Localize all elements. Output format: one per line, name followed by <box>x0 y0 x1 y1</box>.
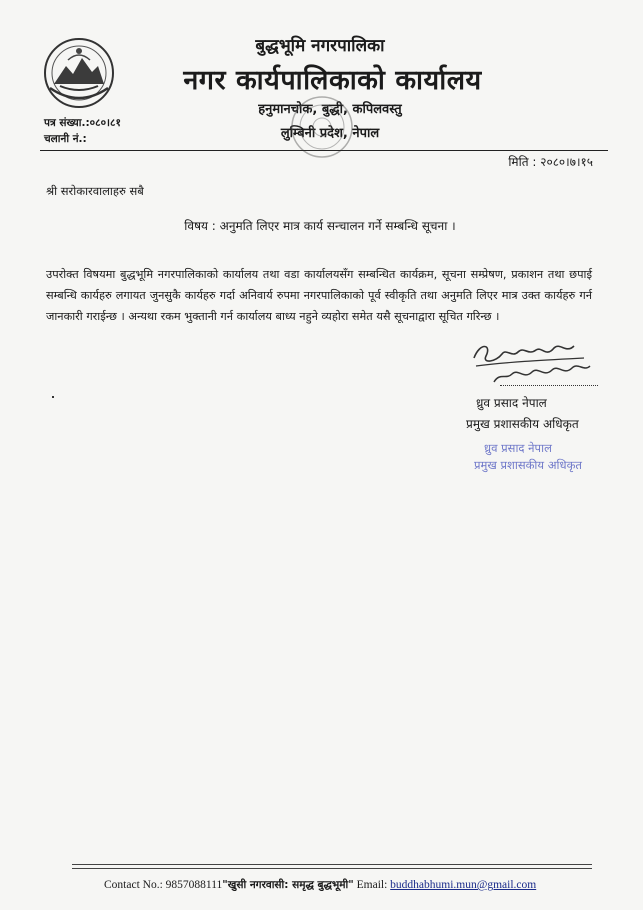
body-paragraph: उपरोक्त विषयमा बुद्धभूमि नगरपालिकाको कार्यालय तथा वडा कार्यालयसँग सम्बन्धित कार्यक्रम, सूचना सम्प्रेषण, प्रकाशन तथा छपाई सम्बन्धि कार्यहरु लगायत जुनसुकै कार्यहरु गर्दा अनिवार्य रुपमा नगरपालिकाको पूर्व स्वीकृति तथा अनुमति लिएर मात्र उक्त कार्यहरु गर्न जानकारी गराईन्छ । अन्यथा रकम भुक्तानी गर्न कार्यालय बाध्य नहुने व्यहोरा समेत यसै सूचनाद्वारा सूचित गरिन्छ । <box>46 268 592 323</box>
municipality-name: बुद्धभूमि नगरपालिका <box>255 36 385 56</box>
letter-date: मिति : २०८०।७।१५ <box>508 155 593 169</box>
scan-speck <box>52 396 54 398</box>
nepal-emblem-icon <box>40 36 118 110</box>
signature-line <box>500 385 598 386</box>
signatory-name: ध्रुव प्रसाद नेपाल <box>476 396 547 410</box>
subject-line: विषय : अनुमति लिएर मात्र कार्य सन्चालन गर्ने सम्बन्धि सूचना । <box>184 219 456 233</box>
footer-contact: Contact No.: 9857088111 <box>104 879 223 891</box>
office-stamp-icon <box>282 92 362 162</box>
footer <box>104 878 536 892</box>
recipient: श्री सरोकारवालाहरु सबै <box>46 184 144 198</box>
office-name: नगर कार्यपालिकाको कार्यालय <box>183 65 482 96</box>
footer-slogan: "खुसी नगरवासी: समृद्ध बुद्धभूमी" <box>222 879 354 891</box>
letter-number: पत्र संख्या.:०८०।८१ <box>44 117 121 129</box>
footer-divider-bottom <box>72 868 592 869</box>
signatory-title: प्रमुख प्रशासकीय अधिकृत <box>466 417 579 431</box>
footer-email-link[interactable]: buddhabhumi.mun@gmail.com <box>390 879 537 891</box>
header-divider <box>40 150 608 151</box>
footer-divider-top <box>72 864 592 865</box>
footer-email-label: Email: <box>356 879 388 891</box>
handwritten-signature <box>466 336 606 388</box>
stamp-signatory-name: ध्रुव प्रसाद नेपाल <box>484 441 552 455</box>
stamp-signatory-title: प्रमुख प्रशासकीय अधिकृत <box>474 458 582 472</box>
address-line-2: लुम्बिनी प्रदेश, नेपाल <box>280 126 380 141</box>
address-line-1: हनुमानचोक, बुद्धी, कपिलवस्तु <box>258 102 402 117</box>
dispatch-number: चलानी नं.: <box>44 133 87 145</box>
